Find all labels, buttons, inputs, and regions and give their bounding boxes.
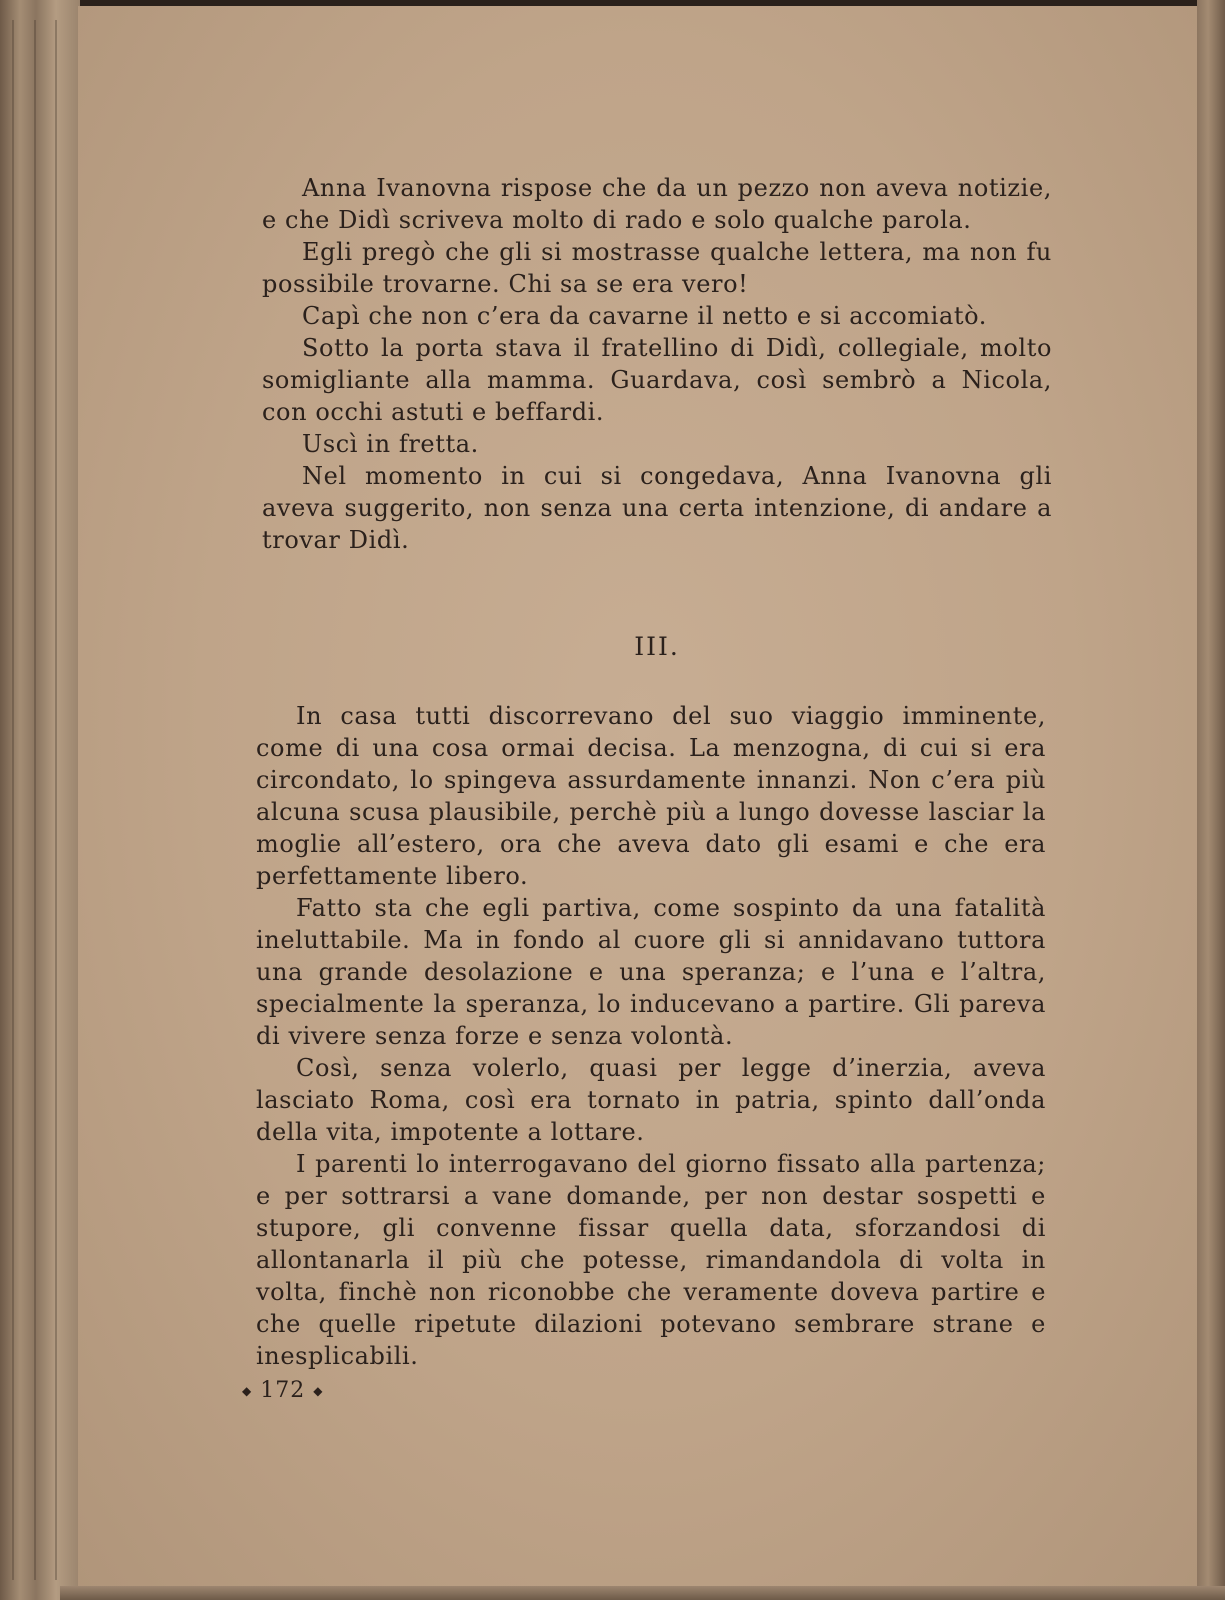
chapter-heading: III.	[634, 632, 680, 661]
spine-stripe	[55, 20, 57, 1580]
paragraph: Anna Ivanovna rispose che da un pezzo non aveva notizie, e che Didì scriveva molto di rado e solo qualche parola.	[262, 174, 1052, 234]
paragraph: In casa tutti discorrevano del suo viaggio imminente, come di una cosa ormai decisa. La menzogna, di cui si era circondato, lo spingeva assurdamente innanzi. Non c’era più alcuna scusa plausibile, perchè più a lungo dovesse lasciar la moglie all’estero, ora che aveva dato gli esami e che era perfettamente libero.	[256, 702, 1046, 890]
page-folio	[242, 1378, 323, 1403]
spine-stripe	[12, 20, 14, 1580]
paragraph: Egli pregò che gli si mostrasse qualche lettera, ma non fu possibile trovarne. Chi sa se era vero!	[262, 238, 1052, 298]
text-block-bottom	[256, 700, 1046, 1372]
diamond-ornament-icon: ◆	[242, 1384, 253, 1398]
book-spine	[0, 0, 80, 1600]
paragraph: Nel momento in cui si congedava, Anna Ivanovna gli aveva suggerito, non senza una certa intenzione, di andare a trovar Didì.	[262, 462, 1052, 554]
paragraph: Uscì in fretta.	[302, 430, 479, 458]
paragraph: Fatto sta che egli partiva, come sospinto da una fatalità ineluttabile. Ma in fondo al cuore gli si annidavano tuttora una grande desolazione e una speranza; e l’una e l’altra, specialmente la speranza, lo inducevano a partire. Gli pareva di vivere senza forze e senza volontà.	[256, 894, 1046, 1050]
paragraph: Così, senza volerlo, quasi per legge d’inerzia, aveva lasciato Roma, così era tornato in patria, spinto dall’onda della vita, impotente a lottare.	[256, 1054, 1046, 1146]
paragraph: I parenti lo interrogavano del giorno fissato alla partenza; e per sottrarsi a vane domande, per non destar sospetti e stupore, gli convenne fissar quella data, sforzandosi di allontanarla il più che potesse, rimandandola di volta in volta, finchè non riconobbe che veramente doveva partire e che quelle ripetute dilazioni potevano sembrare strane e inesplicabili.	[256, 1150, 1046, 1370]
paragraph: Capì che non c’era da cavarne il netto e si accomiatò.	[302, 302, 987, 330]
diamond-ornament-icon: ◆	[313, 1384, 324, 1398]
page-edge-right	[1197, 0, 1225, 1600]
page-edge-bottom	[60, 1586, 1225, 1600]
page-number: 172	[260, 1378, 306, 1403]
paragraph: Sotto la porta stava il fratellino di Didì, collegiale, molto somigliante alla mamma. Guardava, così sembrò a Nicola, con occhi astuti e beffardi.	[262, 334, 1052, 426]
spine-stripe	[34, 20, 36, 1580]
text-block-top	[262, 172, 1052, 556]
